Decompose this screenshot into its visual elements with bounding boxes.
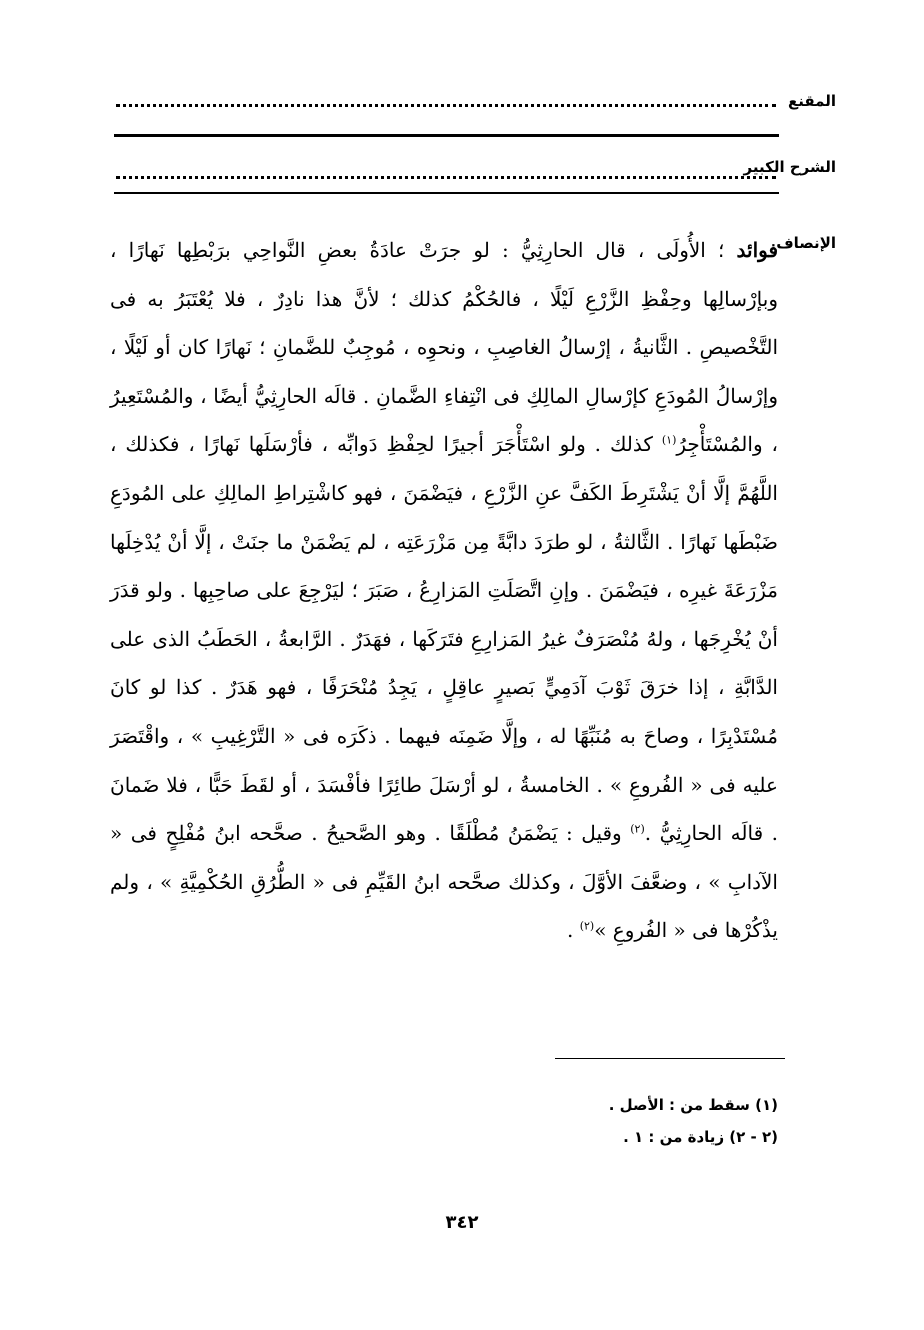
- footnote-2-open-marker: (٢): [630, 822, 645, 836]
- section-divider-thick: [114, 134, 779, 137]
- muqni-section-label: المقنع: [788, 92, 836, 110]
- footnote-1-marker: (١): [661, 433, 677, 447]
- insaf-section-label: الإنصاف: [776, 234, 836, 252]
- footnote-1: (١) سقط من : الأصل .: [608, 1096, 778, 1114]
- sharh-section-label: الشرح الكبير: [743, 158, 836, 176]
- body-text-part-1: ؛ الأُولَى ، قال الحارِثِيُّ : لو جرَتْ عادَةُ بعضِ النَّواحِي برَبْطِها نَهارًا ، وبإرْسالِها وحِفْظِ الزَّرْعِ لَيْلًا ، فالحُكْمُ كذلك ؛ لأنَّ هذا نادِرٌ ، فلا يُعْتَبَرُ به فى التَّخْصيصِ . الثَّانيةُ ، إرْسالُ الغاصِبِ ، ونحوِه ، مُوجِبٌ للضَّمانِ ؛ نَهارًا كان أو لَيْلًا ، وإرْسالُ المُودَعِ كإرْسالِ المالِكِ فى انْتِفاءِ الضَّمانِ . قالَه الحارِثِيُّ أيضًا ، والمُسْتَعِيرُ ، والمُسْتَأْجِرُ: [110, 238, 779, 457]
- sharh-dotted-line: [116, 176, 776, 179]
- footnote-2-close-marker: (٢): [579, 919, 595, 933]
- section-divider-thin: [114, 192, 779, 194]
- body-text-part-3: وقيل : يَضْمَنُ مُطْلَقًا . وهو الصَّحيحُ . صحَّحه ابنُ مُفْلِحٍ فى « الآدابِ » ، وضعَّفَ الأوَّلَ ، وكذلك صحَّحه ابنُ القَيِّمِ فى « الطُّرُقِ الحُكْمِيَّةِ » ، ولم يذْكُرْها فى « الفُروعِ »: [110, 821, 778, 943]
- body-text-end: .: [566, 918, 580, 943]
- page-number: ٣٤٢: [445, 1212, 479, 1233]
- insaf-main-text: [110, 226, 778, 955]
- footnote-separator: [555, 1058, 785, 1059]
- body-text-part-2: كذلك . ولو اسْتَأْجَرَ أجيرًا لحِفْظِ دَوابِّه ، فأرْسَلَها نَهارًا ، فكذلك ، اللَّهُمَّ إلَّا أنْ يَشْتَرِطَ الكَفَّ عنِ الزَّرْعِ ، فيَضْمَنَ ، فهو كاشْتِراطِ المالِكِ على المُودَعِ ضَبْطَها نَهارًا . الثَّالثةُ ، لو طرَدَ دابَّةً مِن مَزْرَعَتِه ، لم يَضْمَنْ ما جنَتْ ، إلَّا أنْ يُدْخِلَها مَزْرَعَةَ غيرِه ، فيَضْمَنَ . وإنِ اتَّصَلَتِ المَزارِعُ ، صَبَرَ ؛ ليَرْجِعَ على صاحِبِها . ولو قدَرَ أنْ يُخْرِجَها ، ولهُ مُنْصَرَفٌ غيرُ المَزارِعِ فتَرَكَها ، فهَدَرٌ . الرَّابعةُ ، الحَطَبُ الذى على الدَّابَّةِ ، إذا خرَقَ ثَوْبَ آدَمِيٍّ بَصيرٍ عاقِلٍ ، يَجِدُ مُنْحَرَفًا ، فهو هَدَرٌ . كذا لو كانَ مُسْتَدْبِرًا ، وصاحَ به مُنَبِّهًا له ، وإلَّا ضَمِنَه فيهما . ذكَرَه فى « التَّرْغِيبِ » ، واقْتَصَرَ عليه فى « الفُروعِ » . الخامسةُ ، لو أرْسَلَ طائِرًا فأفْسَدَ ، أو لقَطَ حَبًّا ، فلا ضَمانَ . قالَه الحارِثِيُّ .: [110, 432, 778, 846]
- fawaid-heading: فوائد: [736, 238, 779, 262]
- muqni-dotted-line: [116, 104, 776, 107]
- footnote-2: (٢ - ٢) زيادة من : ١ .: [623, 1128, 778, 1146]
